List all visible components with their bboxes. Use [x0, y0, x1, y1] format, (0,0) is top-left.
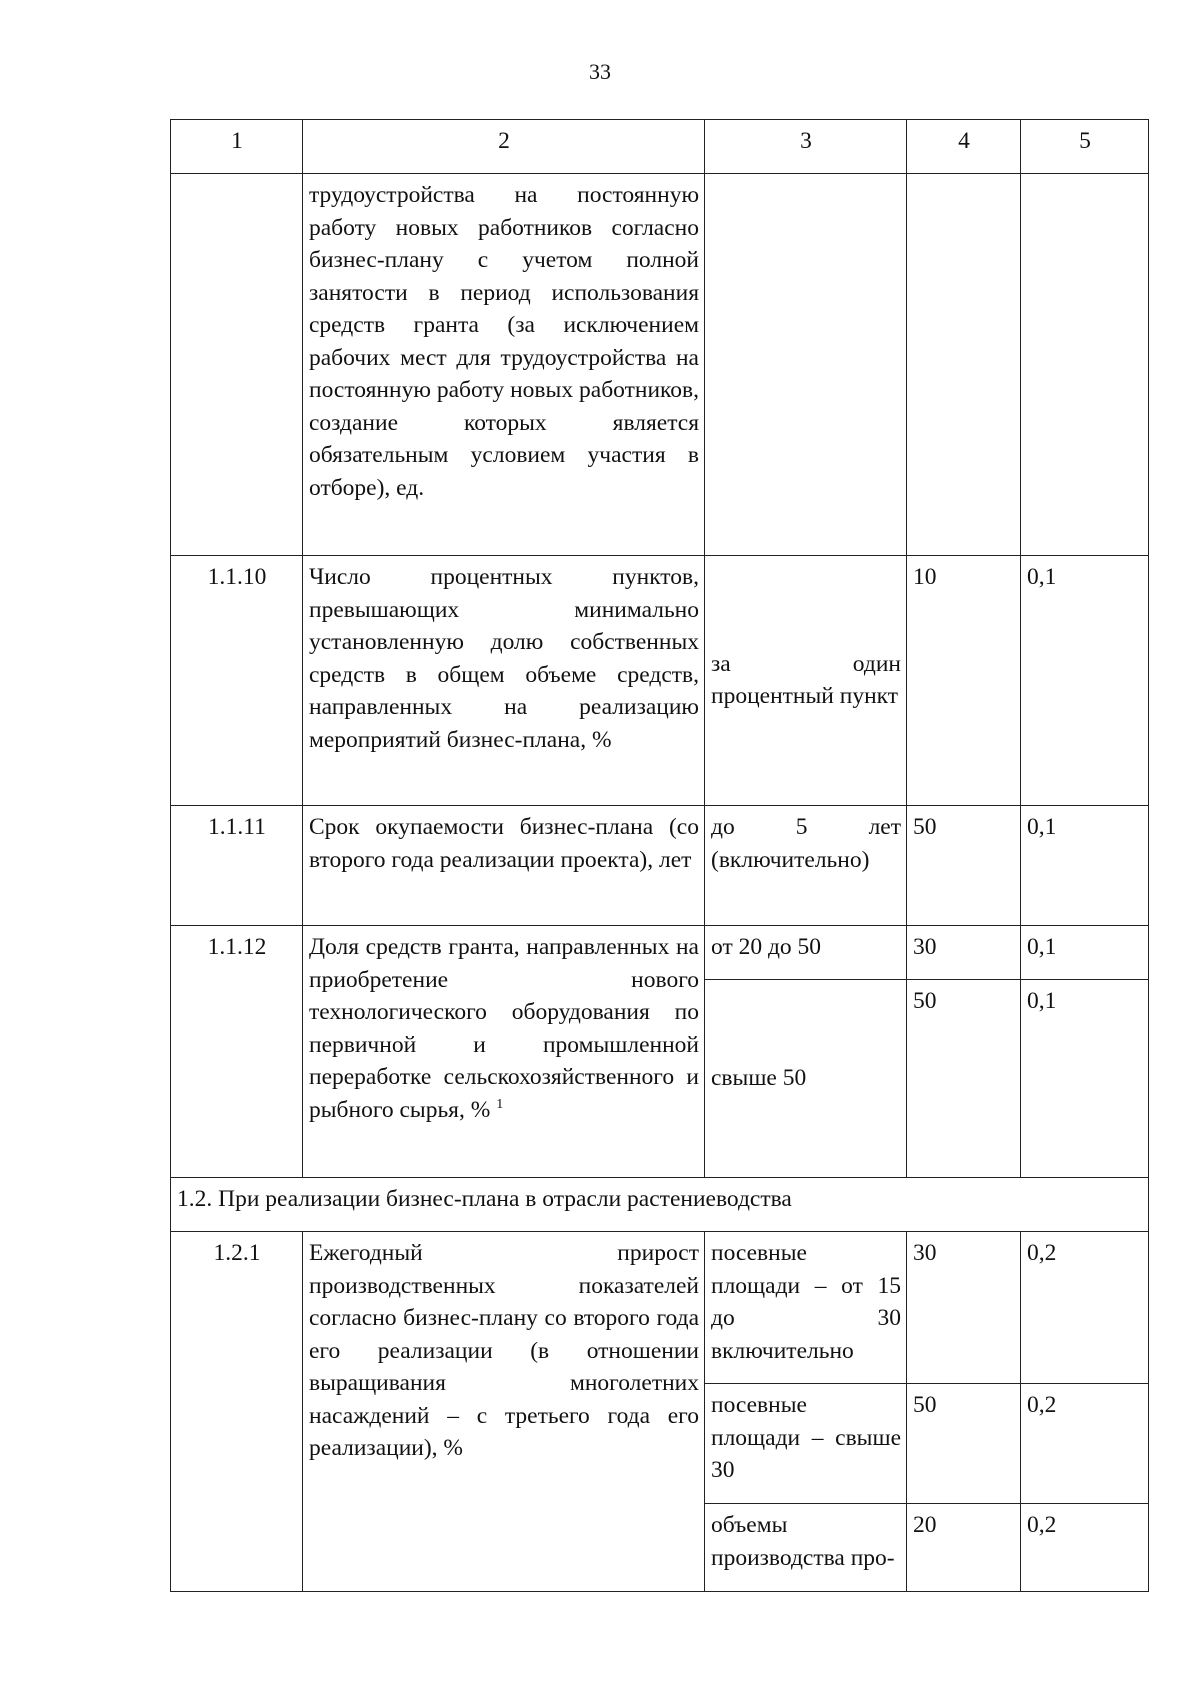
table-row-1-2-1 — [171, 1232, 1149, 1384]
cell-weight: 0,1 — [1021, 926, 1149, 980]
cell-weight: 0,2 — [1021, 1504, 1149, 1592]
cell-condition-empty — [705, 174, 907, 556]
table-row-section-1-2 — [171, 1178, 1149, 1232]
cell-code-empty — [171, 174, 303, 556]
cell-points: 20 — [907, 1504, 1021, 1592]
page-number: 33 — [589, 59, 611, 84]
cell-points: 50 — [907, 806, 1021, 926]
cell-code: 1.1.12 — [171, 926, 303, 1178]
cell-points: 30 — [907, 1232, 1021, 1384]
cell-points: 30 — [907, 926, 1021, 980]
cell-code: 1.1.10 — [171, 556, 303, 806]
description-text: трудоустройства на постоянную работу новых работников согласно бизнес-плану с учетом полной занятости в период использования средств гранта (за исключением рабочих мест для трудоустройства на постоянную работу новых работников, создание которых является обязательным условием участия в отборе), ед. — [309, 182, 699, 501]
footnote-mark: 1 — [496, 1096, 504, 1112]
table-header-row — [171, 120, 1149, 174]
column-header-1: 1 — [171, 120, 303, 174]
cell-code: 1.2.1 — [171, 1232, 303, 1592]
cell-weight: 0,1 — [1021, 806, 1149, 926]
cell-condition: от 20 до 50 — [705, 926, 907, 980]
cell-description: Срок окупаемости бизнес-плана (со второго года реализации проекта), лет — [303, 806, 705, 926]
cell-condition: посевные площади – свыше 30 — [705, 1384, 907, 1504]
cell-points: 50 — [907, 980, 1021, 1178]
cell-description-continuation — [303, 174, 705, 556]
cell-weight: 0,1 — [1021, 980, 1149, 1178]
cell-weight: 0,2 — [1021, 1232, 1149, 1384]
table-row-1-1-12 — [171, 926, 1149, 980]
cell-weight: 0,2 — [1021, 1384, 1149, 1504]
cell-description — [303, 926, 705, 1178]
cell-condition: свыше 50 — [705, 980, 907, 1178]
cell-points-empty — [907, 174, 1021, 556]
criteria-table — [170, 119, 1149, 1592]
cell-condition: объемы производства про- — [705, 1504, 907, 1592]
description-text: Доля средств гранта, направленных на приобретение нового технологического оборудования по первичной и промышленной переработке сельскохозяйственного и рыбного сырья, % — [309, 934, 699, 1123]
cell-points: 10 — [907, 556, 1021, 806]
table-row-1-1-11 — [171, 806, 1149, 926]
cell-condition: посевные площади – от 15 до 30 включительно — [705, 1232, 907, 1384]
cell-description: Ежегодный прирост производственных показателей согласно бизнес-плану со второго года его реализации (в отношении выращивания многолетних насаждений – с третьего года его реализации), % — [303, 1232, 705, 1592]
column-header-5: 5 — [1021, 120, 1149, 174]
cell-points: 50 — [907, 1384, 1021, 1504]
cell-condition: за один процентный пункт — [705, 556, 907, 806]
cell-condition: до 5 лет (включительно) — [705, 806, 907, 926]
column-header-3: 3 — [705, 120, 907, 174]
column-header-2: 2 — [303, 120, 705, 174]
cell-code: 1.1.11 — [171, 806, 303, 926]
section-title: 1.2. При реализации бизнес-плана в отрасли растениеводства — [171, 1178, 1149, 1232]
cell-description: Число процентных пунктов, превышающих минимально установленную долю собственных средств в общем объеме средств, направленных на реализацию мероприятий бизнес-плана, % — [303, 556, 705, 806]
cell-weight: 0,1 — [1021, 556, 1149, 806]
column-header-4: 4 — [907, 120, 1021, 174]
cell-weight-empty — [1021, 174, 1149, 556]
table-row-1-1-10 — [171, 556, 1149, 806]
table-row-continuation — [171, 174, 1149, 556]
